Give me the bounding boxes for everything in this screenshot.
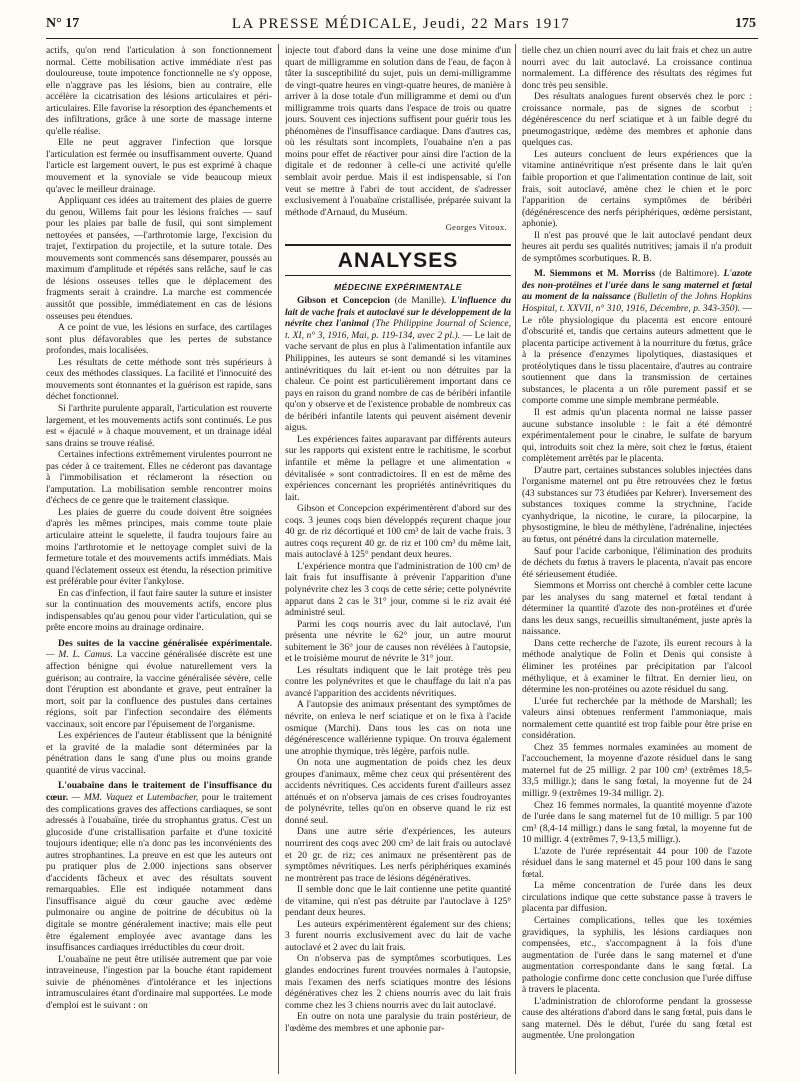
paragraph: L'azote de l'urée représentait 44 pour 100 de l'azote résiduel dans le sang maternel et 45 pour 100 dans le sang fœtal. [522, 846, 752, 880]
journal-title: LA PRESSE MÉDICALE, Jeudi, 22 Mars 1917 [231, 16, 571, 32]
paragraph: Dans une autre série d'expériences, les auteurs nourrirent des coqs avec 200 cm³ de lait frais ou autoclavé et 20 gr. de riz; ces animaux ne présentèrent pas de symptômes névritiques. Les nerfs périphériques examinés ne montrèrent pas trace de lésions dégénératives. [285, 827, 511, 884]
analysis-source: (Bulletin of the Johns Hopkins Hospital, t. XXVII, n° 310, 1916, Décembre, p. 343-350). [522, 292, 752, 315]
section-heading: Des suites de la vaccine généralisée expérimentale. [58, 638, 272, 649]
page-number: 175 [735, 16, 756, 31]
paragraph [522, 231, 752, 266]
paragraph: En cas d'infection, il faut faire sauter la suture et insister sur la continuation des mouvements actifs, encore plus indispensables qu'au genou pour vider l'articulation, qui se prête encore moins au drainage ordinaire. [46, 588, 272, 634]
section-heading: L'ouabaïne dans le traitement de l'insuffisance du cœur. [46, 781, 272, 803]
paragraph-text: Il n'est pas prouvé que le lait autoclavé pendant deux heures ait perdu ses qualités nutritives; jamais il n'a produit de symptômes scorbutiques. [522, 230, 752, 264]
analysis-title: L'azote des non-protéines et l'urée dans le sang maternel et fœtal au moment de la naissance [522, 269, 752, 303]
paragraph: Il semble donc que le lait contienne une petite quantité de vitamine, qui n'est pas détruite par l'autoclave à 125° pendant deux heures. [285, 885, 511, 919]
paragraph: actifs, qu'on rend l'articulation à son fonctionnement normal. Cette mobilisation active immédiate n'est pas douloureuse, toute impotence fonctionnelle ne s'y oppose, elle n'aggrave pas les lésions, bien au contraire, elle accélère la cicatrisation des lésions articulaires et péri-articulaires. Elle favorise la résorption des épanchements et des infiltrations, grâce à une sorte de massage interne qu'elle réalise. [46, 46, 272, 137]
analysis-place: (de Baltimore). [655, 269, 724, 280]
section-text: pour le traitement des complications graves des affections cardiaques, se sont adressés à l'ouabaïne, tirée du strophantus gratus. C'est un glucoside d'une cristallisation parfaite et d'une toxicité toujours identique; elle n'a donc pas les inconvénients des autres strophantines. La preuve en est que les auteurs ont pu pratiquer plus de 2.000 injections sans observer d'accidents fâcheux et avec des résultats souvent remarquables. Elle est indiquée notamment dans l'insuffisance aiguë du cœur gauche avec œdème pulmonaire ou angine de poitrine de décubitus où la digitale se montre généralement inactive; mais elle peut être également employée avec avantage dans les insuffisances cardiaques irréductibles du cœur droit. [46, 793, 272, 954]
running-head [46, 16, 756, 36]
paragraph: A l'autopsie des animaux présentant des symptômes de névrite, on enleva le nerf sciatique et on le fixa à l'acide osmique (Marchi). Dans tous les cas on nota une dégénérescence wallérienne typique. On trouva également une atrophie thymique, très légère, parfois nulle. [285, 700, 511, 757]
analysis-text: — Le rôle physiologique du placenta est encore entouré d'obscurité et, tandis que certains auteurs admettent que le placenta participe activement à la nourriture du fœtus, grâce à la présence d'enzymes lipolytiques, diastasiques et protéolytiques dans le tissu placentaire, d'autres au contraire soutiennent que dans la transmission de certaines substances, le placenta a un rôle purement passif et se comporte comme une simple membrane perméable. [522, 304, 752, 407]
paragraph: Appliquant ces idées au traitement des plaies de guerre du genou, Willems fait pour les lésions fraîches — sauf pour les plaies par balle de fusil, qui sont simplement nettoyées et pansées, —l'arthrotomie large, l'excision du trajet, l'extirpation du projectile, et la suture totale. Des mouvements sont commencés sans désemparer, poussés au maximum d'amplitude et répétés sans relâche, sauf le cas de lésions osseuses telles que le déplacement des fragments serait à craindre. La marche est commencée aussitôt que possible, immédiatement en cas de lésions osseuses peu étendues. [46, 196, 272, 322]
paragraph: tielle chez un chien nourri avec du lait frais et chez un autre nourri avec du lait autoclavé. La croissance continua normalement. La différence des résultats des régimes fut donc très peu sensible. [522, 46, 752, 91]
column-divider [278, 44, 279, 1074]
column-left [46, 46, 272, 1072]
paragraph: Chez 35 femmes normales examinées au moment de l'accouchement, la moyenne d'azote résiduel dans le sang maternel fut de 25 milligr. 2 par 100 cm³ (extrêmes 18,5-33,5 milligr.); dans le sang fœtal, la moyenne fut de 24 milligr. 9 (extrêmes 19-34 milligr. 2). [522, 742, 752, 799]
issue-number: N° 17 [46, 16, 80, 31]
paragraph: Chez 16 femmes normales, la quantité moyenne d'azote de l'urée dans le sang maternel fut de 10 milligr. 5 par 100 cm³ (8,4-14 milligr.) dans le sang fœtal, la moyenne fut de 10 milligr. 4 (extrêmes 7, 9-13,5 milligr.). [522, 800, 752, 846]
paragraph: Les résultats de cette méthode sont très supérieurs à ceux des méthodes classiques. La facilité et l'innocuité des mouvements sont étonnantes et la guérison est rapide, sans déchet fonctionnel. [46, 357, 272, 403]
reviewer-initials: R. B. [629, 253, 652, 264]
paragraph: Les expériences de l'auteur établissent que la bénignité et la gravité de la maladie sont déterminées par la pénétration dans le sang d'une plus ou moins grande quantité de virus vaccinal. [46, 731, 272, 776]
column-middle [285, 46, 511, 1072]
analysis-authors: Gibson et Concepcion [297, 296, 391, 307]
section-ouabaine [46, 781, 272, 954]
section-author: — M. L. Camus. [46, 650, 113, 661]
section-vaccine [46, 639, 272, 731]
paragraph: Les auteurs expérimentèrent également sur des chiens; 3 furent nourris exclusivement avec du lait de vache autoclavé et 2 avec du lait frais. [285, 919, 511, 953]
paragraph: Dans cette recherche de l'azote, ils eurent recours à la méthode analytique de Folin et Denis qui consiste à éliminer les protéines par précipitation par l'alcool méthylique, et à examiner le filtrat. En dernier lieu, on détermine les non-protéines ou azote résiduel du sang. [522, 638, 752, 696]
paragraph: Certaines complications, telles que les toxémies gravidiques, la syphilis, les lésions cardiaques non compensées, etc., s'accompagnent à la fois d'une augmentation de l'urée dans le sang maternel et d'une augmentation correspondante dans le sang fœtal. La pathologie confirme donc cette conclusion que l'urée diffuse à travers le placenta. [522, 916, 752, 996]
paragraph: On n'observa pas de symptômes scorbutiques. Les glandes endocrines furent trouvées normales à l'autopsie, mais l'examen des nerfs sciatiques montre des lésions dégénératives chez les 2 chiens nourris avec du lait frais comme chez les 3 chiens nourris avec du lait autoclavé. [285, 954, 511, 1011]
analyses-banner [285, 244, 511, 276]
paragraph: Les expériences faites auparavant par différents auteurs sur les rapports qui existent entre le rachitisme, le scorbut infantile et même la pellagre et une alimentation « dévitalisée » sont contradictoires. Il en est de même des expériences concernant les propriétés antinévritiques du lait. [285, 434, 511, 503]
section-author: — MM. Vaquez et Lutembacher, [68, 793, 199, 803]
analysis-entry [285, 296, 511, 435]
analysis-authors: M. Siemmons et M. Morriss [534, 269, 656, 280]
paragraph: L'administration de chloroforme pendant la grossesse cause des altérations d'abord dans le sang fœtal, puis dans le sang maternel. Dès le début, l'urée du sang fœtal est augmentée. Une prolongation [522, 996, 752, 1042]
paragraph: Certaines infections extrêmement virulentes pourront ne pas céder à ce traitement. Elles ne céderont pas davantage à l'immobilisation et réclameront la résection ou l'amputation. La mobilisation semble rencontrer moins d'échecs de ce genre que le traitement classique. [46, 450, 272, 507]
analysis-text: — Le lait de vache servant de plus en plus à l'alimentation infantile aux Philippines, les auteurs se sont demandé si les vitamines antinévritiques du lait et-ient ou non détruites par la chaleur. Ce point est particulièrement important dans ce pays en raison du grand nombre de cas de béribéri infantile qu'on y observe et de l'existence probable de nombreux cas de béribéri infantile latents qui peuvent aisément devenir aigus. [285, 330, 511, 434]
paragraph: L'urée fut recherchée par la méthode de Marshall; les valeurs ainsi obtenues renferment l'ammoniaque, mais normalement cette quantité est trop faible pour être prise en considération. [522, 696, 752, 742]
paragraph: Les résultats indiquent que le lait protège très peu contre les polynévrites et que le chauffage du lait n'a pas avancé l'apparition des accidents névritiques. [285, 665, 511, 699]
paragraph: L'expérience montra que l'administration de 100 cm³ de lait frais fut insuffisante à prévenir l'apparition d'une polynévrite chez les 3 coqs de cette série; cette polynévrite apparut dans 2 cas le 31° jour, comme si le riz avait été administré seul. [285, 561, 511, 619]
paragraph: La même concentration de l'urée dans les deux circulations indique que cette substance passe à travers le placenta par diffusion. [522, 881, 752, 915]
analyses-heading: ANALYSES [337, 248, 459, 272]
paragraph: En outre on nota une paralysie du train postérieur, de l'œdème des membres et une aphonie par- [285, 1012, 511, 1034]
analysis-entry [522, 269, 752, 408]
paragraph: Sauf pour l'acide carbonique, l'élimination des produits de déchets du fœtus à travers le placenta, n'avait pas encore été sérieusement étudiée. [522, 546, 752, 580]
analysis-title: L'influence du lait de vache frais et autoclavé sur le développement de la névrite chez l'animal [285, 296, 511, 330]
author-signature: Georges Vitoux. [445, 222, 507, 233]
paragraph: Il est admis qu'un placenta normal ne laisse passer aucune substance insoluble : le fait a été démontré expérimentalement pour le cinabre, le sulfate de baryum qui, introduits soit chez la mère, soit chez le fœtus, étaient complètement arrêtés par le placenta. [522, 407, 752, 465]
paragraph: Gibson et Concepcion expérimentèrent d'abord sur des coqs. 3 jeunes coqs bien développés reçurent chaque jour 40 gr. de riz décortiqué et 100 cm³ de lait de vache frais. 3 autres coqs reçurent 40 gr. de riz et 100 cm³ du même lait, mais autoclavé à 125° pendant deux heures. [285, 504, 511, 561]
paragraph: Les auteurs concluent de leurs expériences que la vitamine antinévritique n'est présente dans le lait qu'en faible proportion et que l'alimentation continue de lait, soit frais, soit autoclavé, amène chez le chien et le porc l'apparition de certains symptômes de béribéri (dégénérescence des nerfs périphériques, œdème persistant, aphonie). [522, 149, 752, 230]
paragraph: Parmi les coqs nourris avec du lait autoclavé, l'un présenta une névrite le 62° jour, un autre mourut subitement le 36° jour de causes non révélées à l'autopsie, et le troisième mourut de névrite le 31° jour. [285, 619, 511, 665]
section-text: La vaccine généralisée discrète est une affection bénigne qui évolue naturellement vers la guérison; au contraire, la vaccine généralisée sévère, celle dont l'éruption est abondante et grave, peut entraîner la mort, soit par la confluence des pustules dans certaines régions, soit par l'infection secondaire des éléments vaccinaux, soit encore par l'épuisement de l'organisme. [46, 650, 272, 730]
paragraph: Siemmons et Morriss ont cherché à combler cette lacune par les analyses du sang maternel et fœtal tendant à déterminer la quantité d'azote des non-protéines et d'urée dans les deux sangs, recueillis simultanément, juste après la naissance. [522, 581, 752, 638]
paragraph: Les plaies de guerre du coude doivent être soignées d'après les mêmes principes, mais comme toute plaie articulaire atteint le squelette, il faudra toujours faire au moins l'arthrotomie et le nettoyage complet suivi de la fermeture totale et des mouvements actifs immédiats. Mais quand l'éclatement osseux est étendu, la résection primitive est préférable pour éviter l'ankylose. [46, 507, 272, 588]
paragraph: Des résultats analogues furent observés chez le porc : croissance normale, pas de signes de scorbut : dégénérescence du nerf sciatique et à un faible degré du pneumogastrique, œdème des membres et aphonie dans quelques cas. [522, 92, 752, 149]
paragraph: injecte tout d'abord dans la veine une dose minime d'un quart de milligramme en solution dans de l'eau, de façon à tâter la susceptibilité du sujet, puis un demi-milligramme de vingt-quatre heures en vingt-quatre heures, de manière à arriver à la dose totale d'un milligramme et demi ou d'un milligramme trois quarts dans l'espace de trois ou quatre jours. Souvent ces injections suffisent pour guérir tous les phénomènes de l'insuffisance cardiaque. Dans d'autres cas, où les résultats sont incomplets, l'ouabaïne n'en a pas moins pour effet de réactiver pour ainsi dire l'action de la digitale et de redonner à celle-ci une activité qu'elle semblait avoir perdue. Mais il est indispensable, si l'on veut se mettre à l'abri de tout accident, de s'adresser exclusivement à l'ouabaïne cristallisée, préparée suivant la méthode d'Arnaud, du Muséum. [285, 46, 511, 218]
column-divider [515, 44, 516, 1074]
paragraph: Elle ne peut aggraver l'infection que lorsque l'articulation est fermée ou insuffisamment ouverte. Quand l'article est largement ouvert, le pus est exprimé à chaque mouvement et la synoviale se vide beaucoup mieux qu'avec le meilleur drainage. [46, 138, 272, 195]
analysis-source: (The Philippine Journal of Science, t. XI, n° 3, 1916, Mai, p. 119-134, avec 2 pl.). [285, 319, 511, 341]
rubric-heading: MÉDECINE EXPÉRIMENTALE [334, 281, 462, 292]
header-rule [46, 38, 758, 39]
paragraph: A ce point de vue, les lésions en surface, des cartilages sont plus défavorables que les pertes de substance profondes, mais localisées. [46, 323, 272, 357]
paragraph: Si l'arthrite purulente apparaît, l'articulation est rouverte largement, et les mouvements actifs sont continués. Le pus est « éjaculé » à chaque mouvement, et un drainage idéal sans drains se trouve réalisé. [46, 403, 272, 449]
paragraph: D'autre part, certaines substances solubles injectées dans l'organisme maternel ont pu être retrouvées chez le fœtus (43 substances sur 73 étudiées par Kehrer). Inversement des substances toxiques comme la strychnine, l'acide cyanhydrique, la nicotine, le curare, la pilocarpine, la physostigmine, le bleu de méthylène, l'adrénaline, injectées au fœtus, ont pénétré dans la circulation maternelle. [522, 465, 752, 545]
analysis-place: (de Manille). [390, 296, 452, 307]
paragraph: On nota une augmentation de poids chez les deux groupes d'animaux, même chez ceux qui présentèrent des accidents névritiques. Ces accidents furent d'ailleurs assez atténués et on n'observa jamais de ces crises foudroyantes de polynévrite, telles qu'on en observe quand le riz est donné seul. [285, 758, 511, 826]
column-right [522, 46, 752, 1072]
paragraph: L'ouabaïne ne peut être utilisée autrement que par voie intraveineuse, l'ingestion par la bouche étant rapidement suivie de phénomènes d'intolérance et les injections intramusculaires étant d'ordinaire mal supportées. Le mode d'emploi est le suivant : on [46, 954, 272, 1011]
